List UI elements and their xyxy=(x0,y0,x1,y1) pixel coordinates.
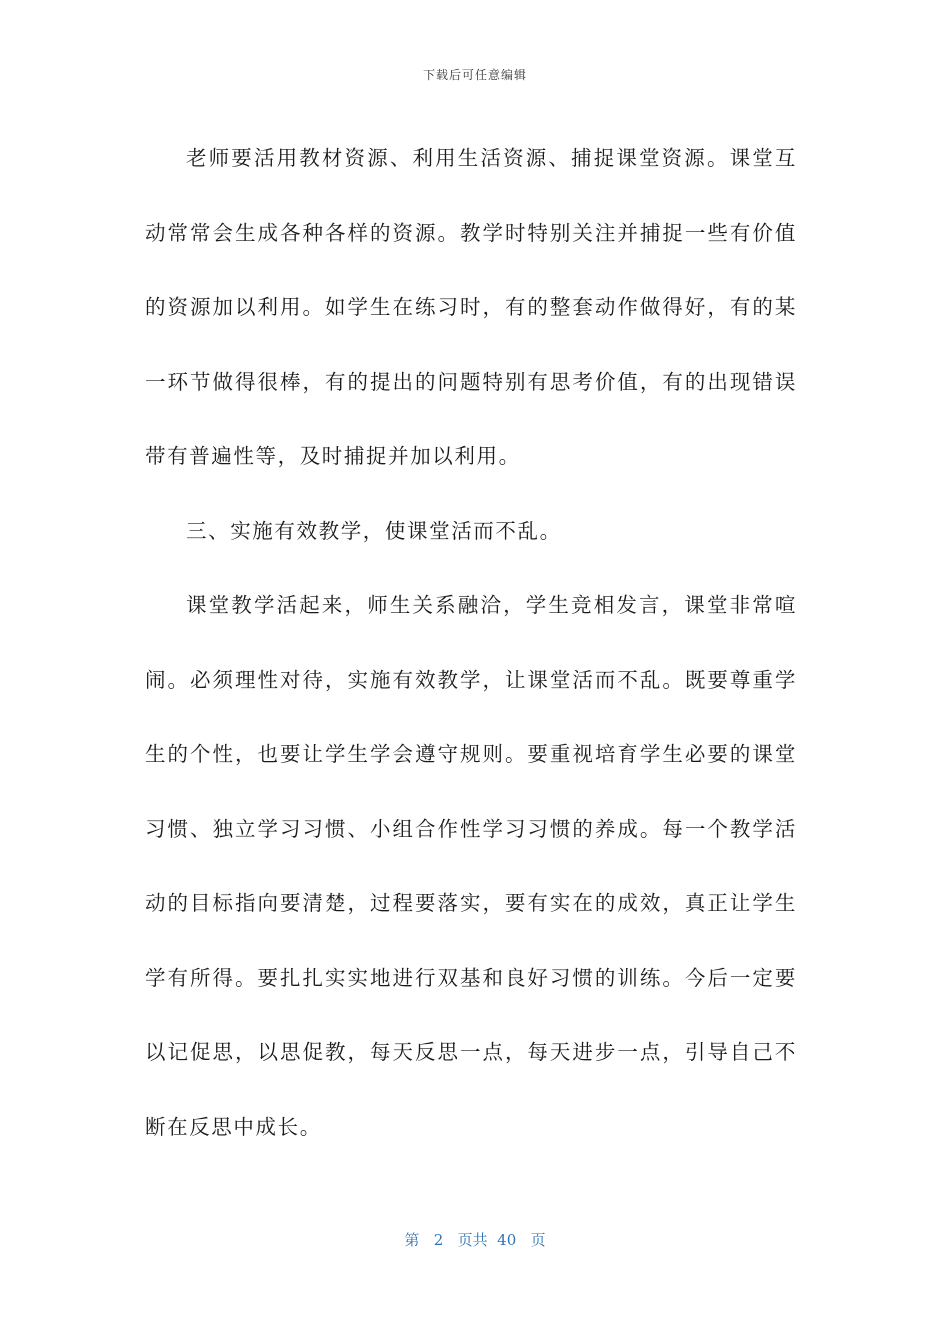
document-body xyxy=(145,121,797,1164)
footer-page-number: 2 xyxy=(433,1231,444,1249)
paragraph-effective-teaching: 课堂教学活起来，师生关系融洽，学生竞相发言，课堂非常喧闹。必须理性对待，实施有效教学，让课堂活而不乱。既要尊重学生的个性，也要让学生学会遵守规则。要重视培育学生必要的课堂习惯、独立学习习惯、小组合作性学习习惯的养成。每一个教学活动的目标指向要清楚，过程要落实，要有实在的成效，真正让学生学有所得。要扎扎实实地进行双基和良好习惯的训练。今后一定要以记促思，以思促教，每天反思一点，每天进步一点，引导自己不断在反思中成长。 xyxy=(145,593,797,1139)
footer-total-pages: 40 xyxy=(497,1231,517,1249)
footer-suffix: 页 xyxy=(530,1231,546,1249)
paragraph-resources: 老师要活用教材资源、利用生活资源、捕捉课堂资源。课堂互动常常会生成各种各样的资源。教学时特别关注并捕捉一些有价值的资源加以利用。如学生在练习时，有的整套动作做得好，有的某一环节做得很棒，有的提出的问题特别有思考价值，有的出现错误带有普遍性等，及时捕捉并加以利用。 xyxy=(145,146,797,468)
footer-prefix: 第 xyxy=(404,1231,420,1249)
page-header: 下载后可任意编辑 xyxy=(422,68,527,82)
page-footer xyxy=(0,1229,950,1250)
section-heading-three: 三、实施有效教学，使课堂活而不乱。 xyxy=(186,518,562,543)
footer-middle: 页共 xyxy=(457,1231,488,1249)
